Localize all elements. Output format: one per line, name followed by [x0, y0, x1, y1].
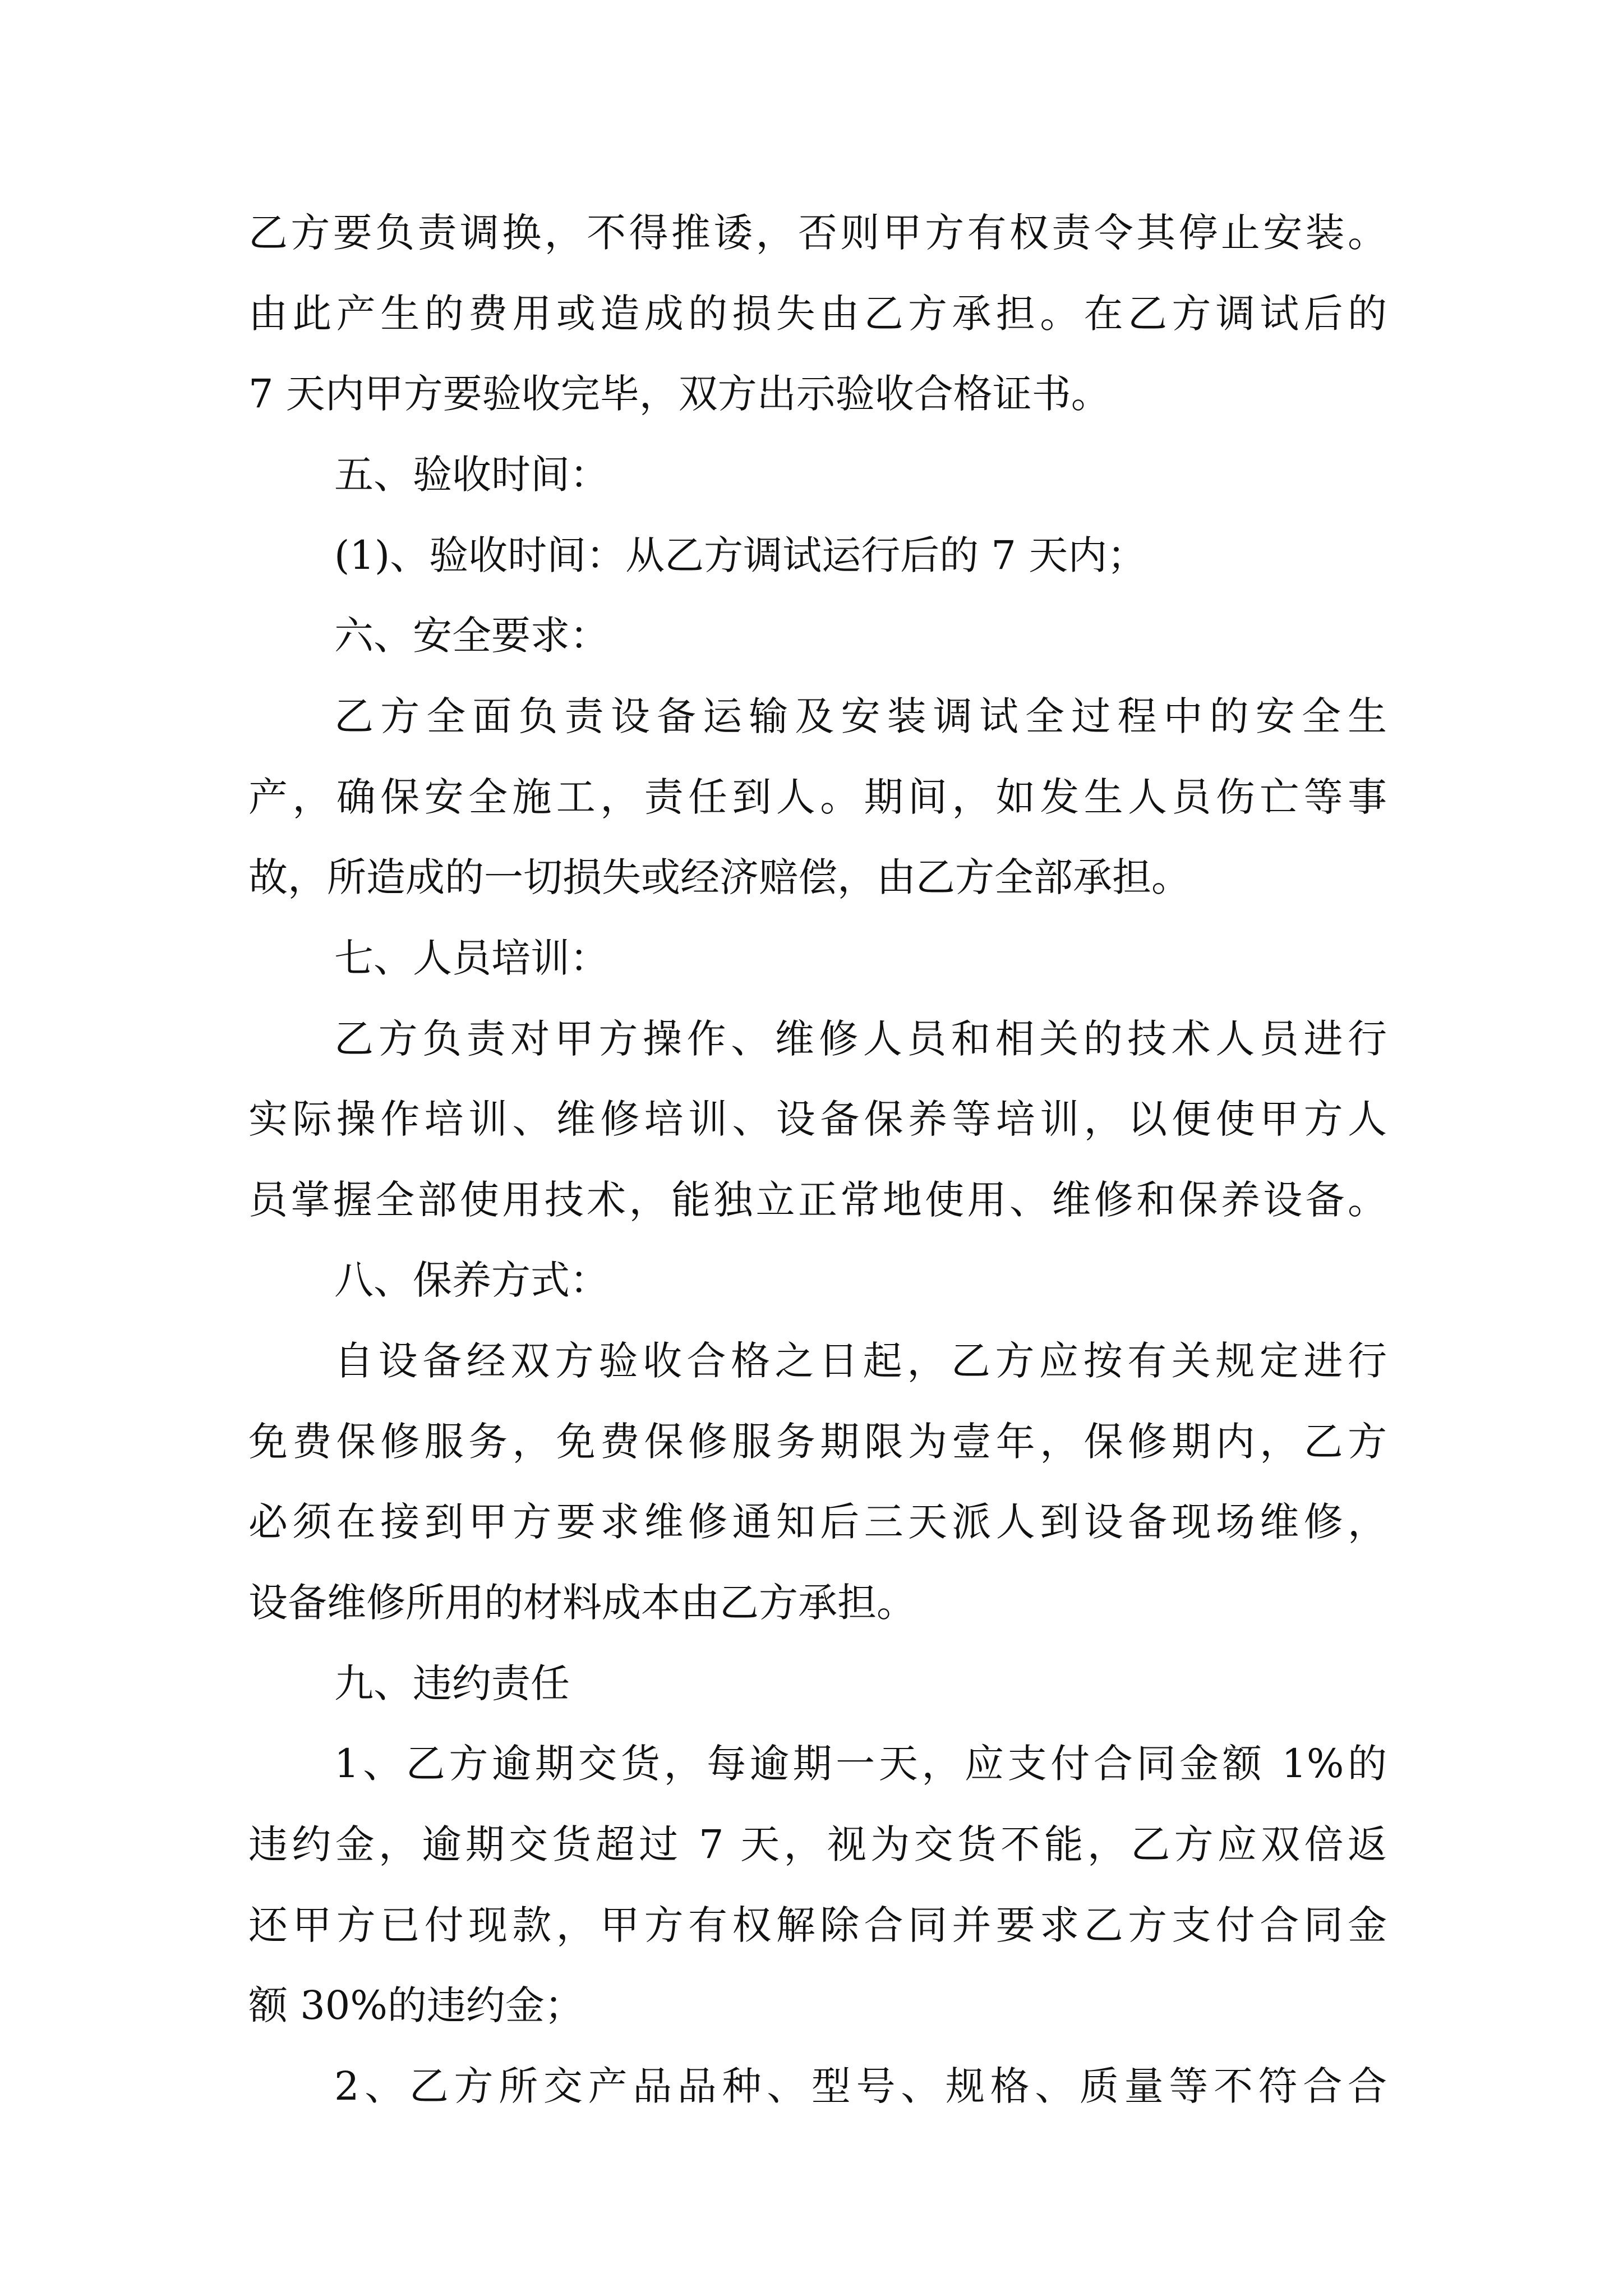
text-line: 实际操作培训、维修培训、设备保养等培训，以便使甲方人 [248, 1096, 1387, 1142]
section-heading: 九、违约责任 [334, 1660, 570, 1706]
text-line: 违约金，逾期交货超过 7 天，视为交货不能，乙方应双倍返 [248, 1821, 1387, 1867]
text-line: 由此产生的费用或造成的损失由乙方承担。在乙方调试后的 [248, 291, 1387, 337]
text-line: 还甲方已付现款，甲方有权解除合同并要求乙方支付合同金 [248, 1902, 1387, 1948]
text-line: 自设备经双方验收合格之日起，乙方应按有关规定进行 [334, 1338, 1387, 1384]
section-heading: 七、人员培训： [334, 935, 609, 981]
text-line: 必须在接到甲方要求维修通知后三天派人到设备现场维修， [248, 1499, 1387, 1545]
text-line: 乙方要负责调换，不得推诿，否则甲方有权责令其停止安装。 [248, 210, 1387, 256]
section-heading: 五、验收时间： [334, 452, 609, 498]
text-line: 2、乙方所交产品品种、型号、规格、质量等不符合合 [334, 2063, 1387, 2109]
text-line: 额 30%的违约金； [248, 1982, 584, 2028]
text-line: 7 天内甲方要验收完毕，双方出示验收合格证书。 [248, 371, 1110, 417]
text-line: 乙方负责对甲方操作、维修人员和相关的技术人员进行 [334, 1016, 1387, 1062]
text-line: 免费保修服务，免费保修服务期限为壹年，保修期内，乙方 [248, 1419, 1387, 1465]
text-line: 设备维修所用的材料成本由乙方承担。 [248, 1580, 916, 1626]
text-line: (1)、验收时间：从乙方调试运行后的 7 天内； [334, 532, 1147, 578]
text-line: 员掌握全部使用技术，能独立正常地使用、维修和保养设备。 [248, 1177, 1387, 1223]
text-line: 故，所造成的一切损失或经济赔偿，由乙方全部承担。 [248, 854, 1191, 900]
text-line: 产，确保安全施工，责任到人。期间，如发生人员伤亡等事 [248, 774, 1387, 820]
section-heading: 八、保养方式： [334, 1257, 609, 1303]
text-line: 乙方全面负责设备运输及安装调试全过程中的安全生 [334, 693, 1387, 739]
text-line: 1、乙方逾期交货，每逾期一天，应支付合同金额 1%的 [334, 1741, 1387, 1787]
section-heading: 六、安全要求： [334, 613, 609, 659]
